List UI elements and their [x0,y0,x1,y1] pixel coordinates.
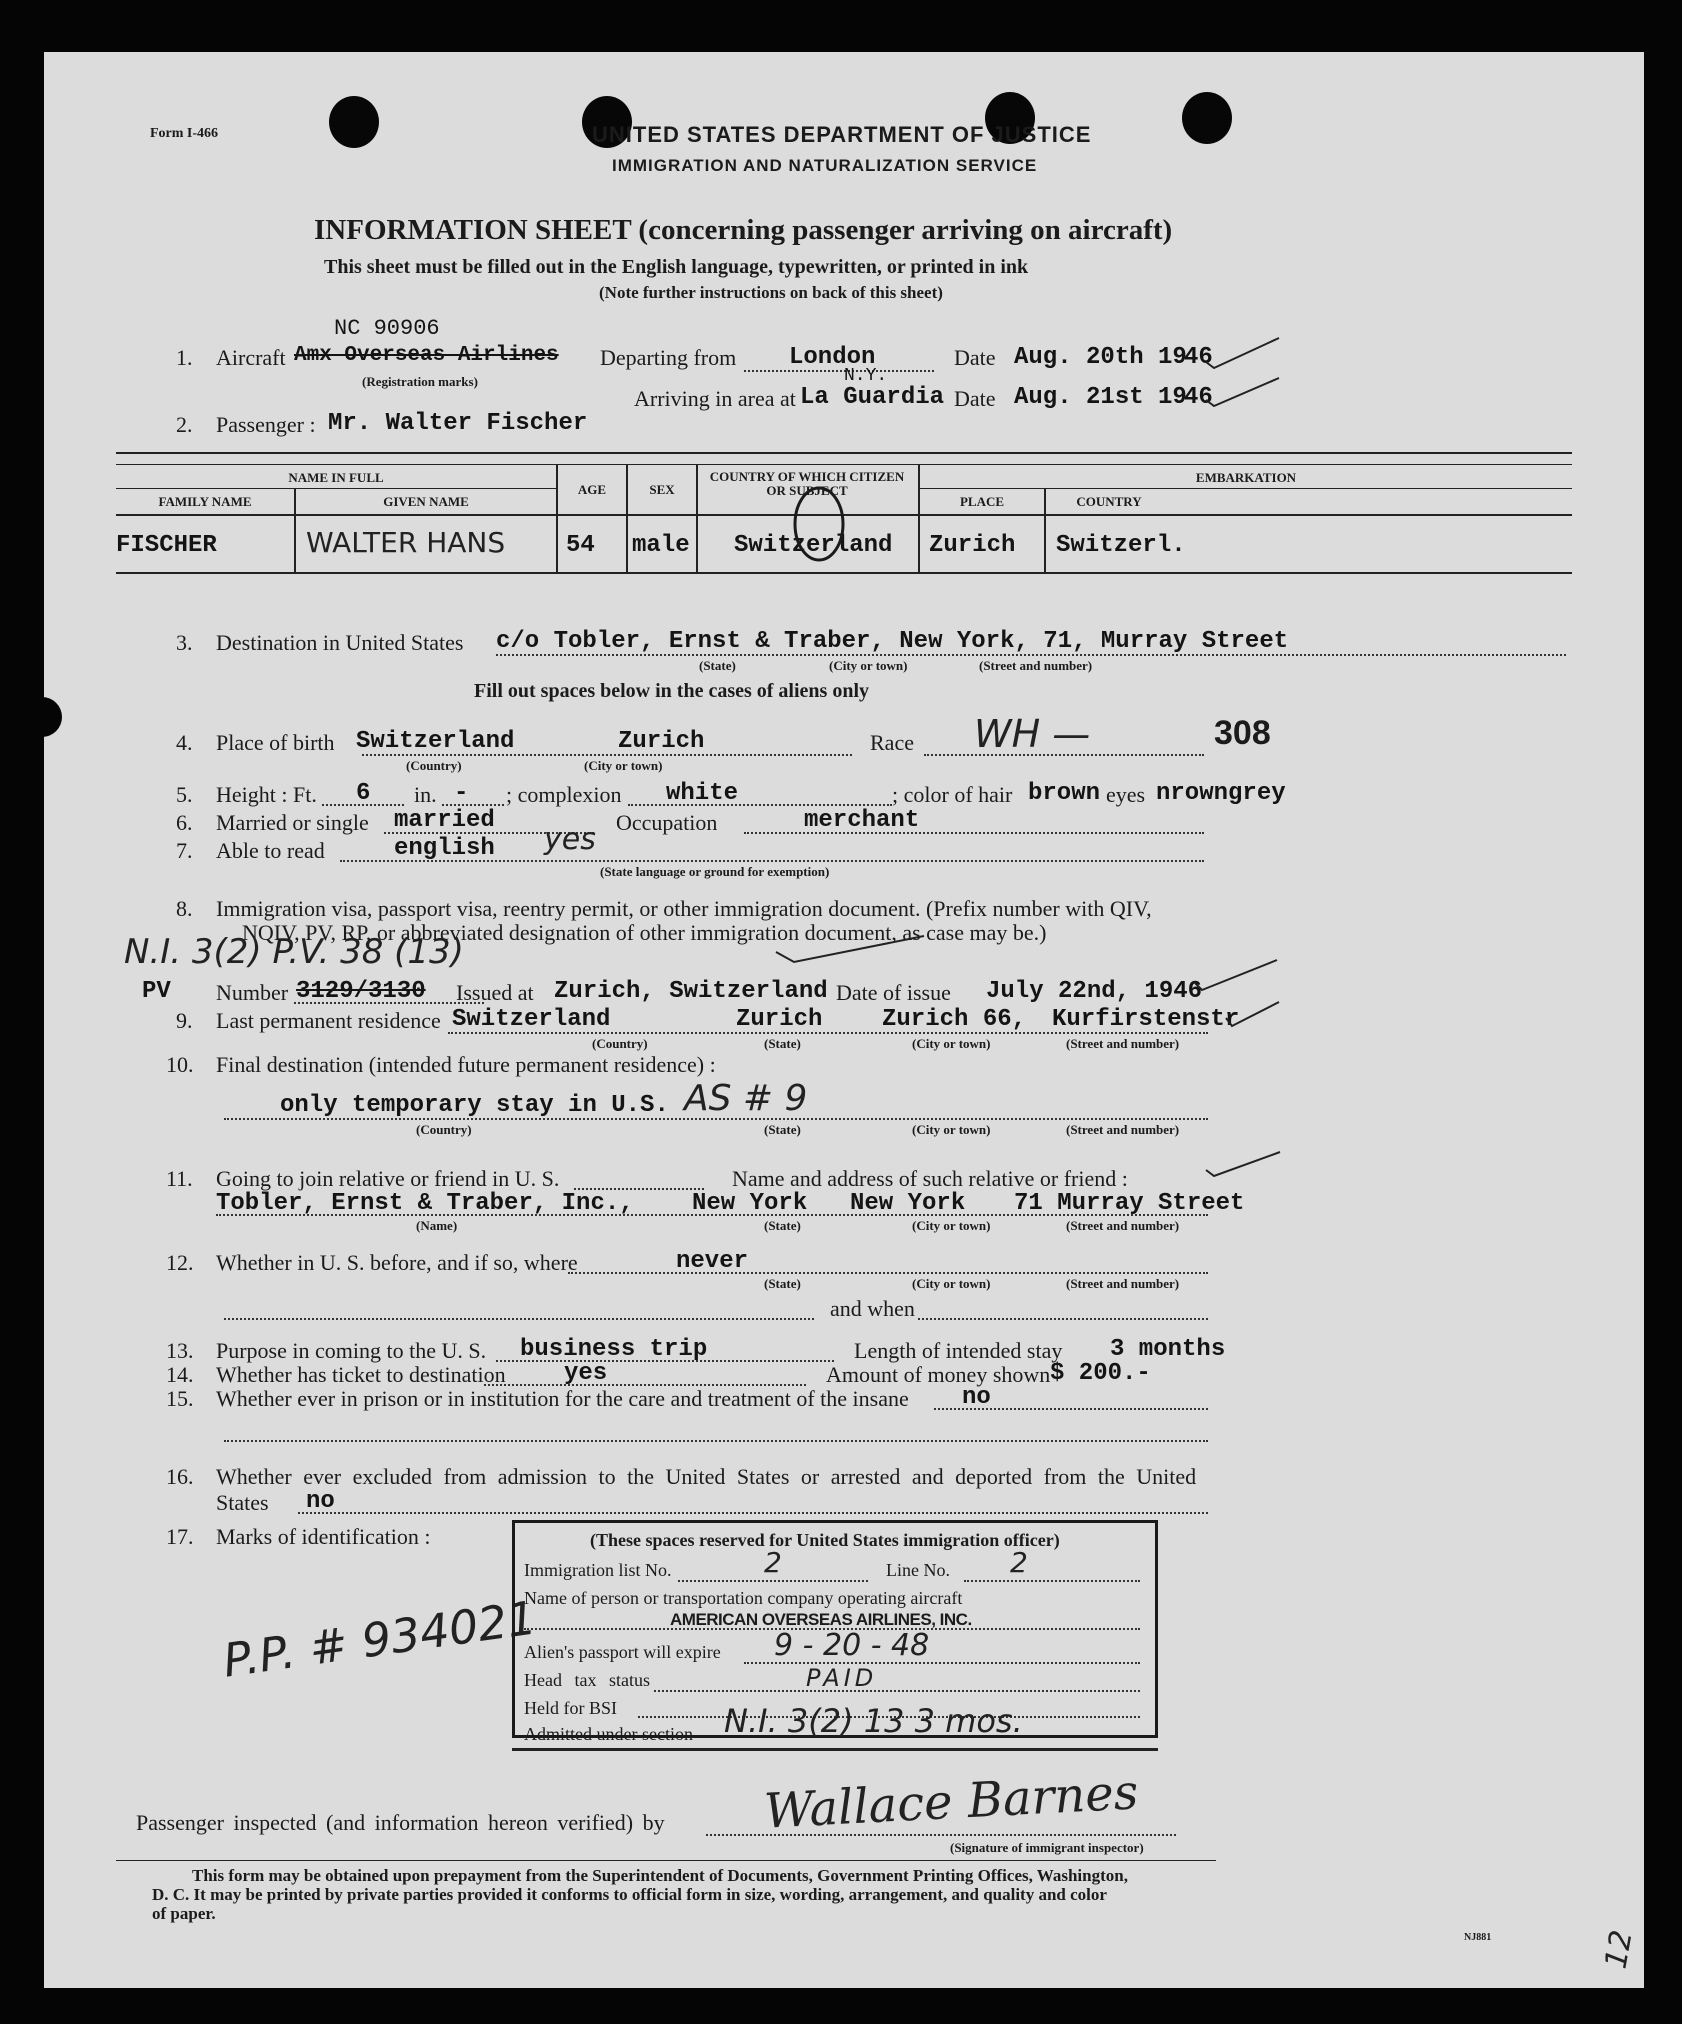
departing-label: Departing from [600,345,737,370]
sheet-subtitle: This sheet must be filled out in the English language, typewritten, or printed in ink [324,256,1029,278]
occupation-label: Occupation [616,810,718,835]
arrival-date: Aug. 21st 19 [1014,384,1187,411]
arriving-value: La Guardia [800,384,945,411]
hair-value: brown [1028,780,1101,807]
company-value: AMERICAN OVERSEAS AIRLINES, INC. [670,1610,972,1629]
table-header-place: PLACE [959,494,1005,509]
caption-name: (Name) [416,1218,458,1233]
residence-label: Last permanent residence [216,1008,441,1033]
marital-label: Married or single [216,810,369,835]
excluded-value: no [306,1488,335,1515]
arriving-label: Arriving in area at [634,386,796,411]
sheet-title: INFORMATION SHEET (concerning passenger arriving on aircraft) [314,214,1173,246]
money-value: $ 200.- [1050,1360,1151,1387]
ticket-value: yes [564,1360,608,1387]
caption-street: (Street and number) [1066,1122,1180,1137]
issue-date-label: Date of issue [836,980,951,1005]
table-header-embarkation: EMBARKATION [1195,470,1297,485]
table-header-country: COUNTRY [1076,494,1142,509]
departure-year: 46 [1184,344,1213,371]
code-number: 308 [1214,714,1271,752]
join-state: New York [692,1190,808,1217]
arrival-year: 46 [1184,384,1213,411]
footer-line-3: of paper. [152,1904,216,1923]
caption-country: (Country) [416,1122,472,1137]
join-city: New York [850,1190,966,1217]
join-street: 71 Murray Street [1014,1190,1245,1217]
read-value: english [394,835,495,862]
table-header-sex: SEX [649,482,675,497]
check-mark [1224,996,1284,1032]
marks-hand: P.P. # 934021 [219,1590,540,1688]
purpose-label: Purpose in coming to the U. S. [216,1338,487,1363]
aircraft-label: Aircraft [216,345,286,370]
section-value: N.I. 3(2) 13 3 mos. [724,1702,1023,1740]
form-number: Form I-466 [150,126,219,141]
money-label: Amount of money shown [826,1362,1051,1387]
read-label: Able to read [216,838,325,863]
caption-street: (Street and number) [1066,1036,1180,1051]
date-label: Date [954,386,996,411]
birthplace-label: Place of birth [216,730,335,755]
item-number: 16. [166,1464,194,1489]
item-number: 1. [176,345,193,370]
tax-value: PAID [806,1664,878,1692]
read-caption: (State language or ground for exemption) [600,864,830,879]
age-value: 54 [566,532,595,559]
sex-value: male [632,532,690,559]
visa-text-1: Immigration visa, passport visa, reentry permit, or other immigration document. (Prefix number with QIV, [216,896,1152,921]
caption-country: (Country) [406,758,462,773]
expire-label: Alien's passport will expire [524,1642,721,1662]
final-destination-value: only temporary stay in U.S. [280,1092,669,1119]
aliens-only-heading: Fill out spaces below in the cases of aliens only [474,680,870,702]
item-number: 10. [166,1052,194,1077]
item-number: 11. [166,1166,193,1191]
join-name: Tobler, Ernst & Traber, Inc., [216,1190,634,1217]
document-page [44,52,1644,1988]
item-number: 17. [166,1524,194,1549]
prison-label: Whether ever in prison or in institution for the care and treatment of the insane [216,1386,909,1411]
registration-hand: NC 90906 [334,316,440,341]
department-title: UNITED STATES DEPARTMENT OF JUSTICE [592,122,1092,147]
family-name-value: FISCHER [116,532,217,559]
height-feet-value: 6 [356,780,371,807]
eyes-value: nrowngrey [1156,780,1286,807]
occupation-value: merchant [804,807,920,834]
destination-value: c/o Tobler, Ernst & Traber, New York, 71, Murray Street [496,628,1289,655]
inches-label: in. [414,782,437,807]
caption-city: (City or town) [912,1036,991,1051]
service-title: IMMIGRATION AND NATURALIZATION SERVICE [612,156,1038,175]
race-hand: WH — [974,712,1091,756]
race-label: Race [870,730,914,755]
caption-state: (State) [764,1036,801,1051]
caption-city: (City or town) [584,758,663,773]
line-value: 2 [1010,1546,1028,1579]
punch-hole [329,96,379,148]
residence-street: Kurfirstenstr [1052,1006,1240,1033]
inspector-signature: Wallace Barnes [762,1764,1140,1840]
visa-hand: N.I. 3(2) P.V. 38 (13) [124,932,464,972]
check-mark [1204,1146,1284,1182]
hair-label: ; color of hair [892,782,1013,807]
section-label: Admitted under section [524,1724,693,1744]
check-mark [774,932,934,972]
caption-street: (Street and number) [1066,1218,1180,1233]
table-header-name: NAME IN FULL [288,470,384,485]
registration-caption: (Registration marks) [362,374,478,389]
passenger-label: Passenger : [216,412,316,437]
final-destination-label: Final destination (intended future permanent residence) : [216,1052,716,1077]
visa-number: 3129/3130 [296,978,426,1005]
citizen-value: Switzerland [734,532,893,559]
residence-state: Zurich [736,1006,823,1033]
item-number: 4. [176,730,193,755]
check-mark [1204,332,1284,372]
caption-state: (State) [764,1276,801,1291]
officer-box-title: (These spaces reserved for United States immigration officer) [590,1530,1060,1550]
caption-city: (City or town) [912,1122,991,1137]
ticket-label: Whether has ticket to destination [216,1362,506,1387]
item-number: 6. [176,810,193,835]
caption-country: (Country) [592,1036,648,1051]
tax-label: Head tax status [524,1670,650,1690]
read-hand: yes [544,822,596,857]
arriving-hand: N.Y. [844,366,888,386]
footer-line-1: This form may be obtained upon prepayment from the Superintendent of Documents, Government Printing Offices, Washington, [192,1866,1128,1885]
table-header-age: AGE [577,482,607,497]
visa-text-2: NQIV, PV, RP, or abbreviated designation of other immigration document, as case may be.) [242,920,1047,945]
birth-country-value: Switzerland [356,728,515,755]
join-label: Going to join relative or friend in U. S. [216,1166,560,1191]
inspected-label: Passenger inspected (and information hereon verified) by [136,1810,665,1835]
passenger-value: Mr. Walter Fischer [328,410,588,437]
final-destination-hand: AS # 9 [684,1078,808,1119]
torn-edge [22,697,62,737]
item-number: 12. [166,1250,194,1275]
excluded-label: Whether ever excluded from admission to the United States or arrested and deported from the United [216,1464,1197,1489]
excluded-label-2: States [216,1490,269,1515]
departure-date: Aug. 20th 19 [1014,344,1187,371]
marks-label: Marks of identification : [216,1524,431,1549]
issued-label: Issued at [456,980,534,1005]
item-number: 3. [176,630,193,655]
company-label: Name of person or transportation company operating aircraft [524,1588,963,1608]
list-label: Immigration list No. [524,1560,672,1580]
check-mark [1192,952,1282,996]
list-value: 2 [764,1546,782,1579]
destination-label: Destination in United States [216,630,464,655]
eyes-label: eyes [1106,782,1146,807]
item-number: 14. [166,1362,194,1387]
table-header-family: FAMILY NAME [158,494,252,509]
table-header-citizen: COUNTRY OF WHICH CITIZEN OR SUBJECT [709,469,905,498]
complexion-label: ; complexion [506,782,622,807]
birth-city-value: Zurich [618,728,705,755]
line-label: Line No. [886,1560,950,1580]
marital-value: married [394,807,495,834]
before-value: never [676,1248,749,1275]
embark-country-value: Switzerl. [1056,532,1186,559]
footer-code: NJ881 [1464,1932,1492,1943]
bsi-label: Held for BSI [524,1698,617,1718]
item-number: 9. [176,1008,193,1033]
visa-prefix: PV [142,978,171,1005]
stay-label: Length of intended stay [854,1338,1063,1363]
punch-hole [1182,92,1232,144]
caption-state: (State) [764,1122,801,1137]
residence-country: Switzerland [452,1006,611,1033]
item-number: 15. [166,1386,194,1411]
caption-street: (Street and number) [979,658,1093,673]
sheet-note: (Note further instructions on back of this sheet) [599,283,943,302]
item-number: 13. [166,1338,194,1363]
item-number: 2. [176,412,193,437]
number-label: Number [216,980,289,1005]
height-inches-value: - [454,780,469,807]
aircraft-struck: Amx Overseas Airlines [294,344,559,367]
residence-city: Zurich 66, [882,1006,1027,1033]
given-name-value: WALTER HANS [306,526,506,559]
caption-state: (State) [764,1218,801,1233]
complexion-value: white [666,780,739,807]
circled-zero-mark [784,482,854,572]
page-mark: 12 [1598,1927,1640,1972]
caption-city: (City or town) [912,1276,991,1291]
embark-place-value: Zurich [929,532,1016,559]
issued-value: Zurich, Switzerland [554,978,828,1005]
before-label: Whether in U. S. before, and if so, where [216,1250,578,1275]
stay-value: 3 months [1110,1336,1226,1363]
join-address-label: Name and address of such relative or friend : [732,1166,1128,1191]
issue-date-value: July 22nd, 1946 [986,978,1203,1005]
height-label: Height : Ft. [216,782,317,807]
prison-value: no [962,1384,991,1411]
date-label: Date [954,345,996,370]
caption-state: (State) [699,658,736,673]
item-number: 8. [176,896,193,921]
purpose-value: business trip [520,1336,708,1363]
and-when-label: and when [830,1296,915,1321]
expire-value: 9 - 20 - 48 [774,1628,930,1663]
check-mark [1204,370,1284,410]
caption-city: (City or town) [912,1218,991,1233]
signature-caption: (Signature of immigrant inspector) [950,1840,1144,1855]
item-number: 5. [176,782,193,807]
caption-street: (Street and number) [1066,1276,1180,1291]
footer-line-2: D. C. It may be printed by private parties provided it conforms to official form in size, wording, arrangement, and quality and color [152,1885,1107,1904]
item-number: 7. [176,838,193,863]
departing-value: London [789,344,876,371]
caption-city: (City or town) [829,658,908,673]
table-header-given: GIVEN NAME [383,494,469,509]
